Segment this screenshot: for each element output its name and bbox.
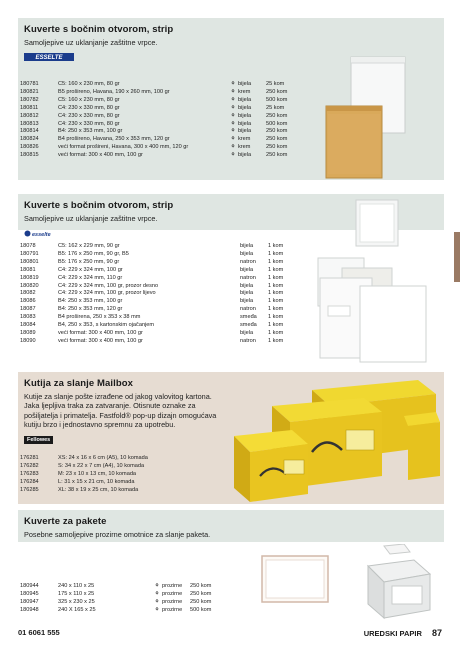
product-code: 180819 [20,274,39,281]
eco-leaf-icon: ⚘ [154,583,160,589]
section-title: Kuverte s bočnim otvorom, strip [24,24,174,35]
table-row [20,136,296,144]
eco-leaf-icon [230,314,240,322]
product-quantity: 250 kom [190,590,212,597]
product-table [20,455,238,495]
eco-leaf-icon: ⚘ [230,144,236,151]
product-quantity: 1 kom [268,282,284,289]
product-color: prozirne [162,606,183,613]
eco-leaf-icon: ⚘ [230,112,236,119]
eco-leaf-icon [230,275,240,283]
eco-leaf-icon: ⚘ [230,96,236,103]
table-row [20,152,296,160]
eco-leaf-icon: ⚘ [230,152,236,159]
table-row [20,487,238,495]
brand-logo-esselte [24,48,74,61]
table-row [20,330,298,338]
product-quantity: 250 kom [266,88,288,95]
product-color: bijela [240,250,254,257]
product-color: bijela [240,243,254,249]
eco-leaf-icon [230,338,240,346]
product-quantity: 250 kom [190,583,212,589]
product-color: bijela [240,329,254,336]
table-row [20,144,296,152]
eco-leaf-icon [230,306,240,314]
product-table [20,243,298,346]
mailbox-boxes-image [228,372,442,504]
product-color: bijela [238,96,252,103]
eco-leaf-icon: ⚘ [230,81,236,87]
product-code: 18082 [20,290,36,297]
envelope-group-image [300,194,444,364]
product-color: krem [238,144,251,151]
footer-right [364,628,442,638]
product-code: 18081 [20,266,36,273]
product-color: bijela [238,120,252,127]
table-row [20,283,298,291]
product-color: smeđa [240,322,257,329]
eco-leaf-icon: ⚘ [154,590,160,597]
table-row [20,463,238,471]
eco-leaf-icon [230,322,240,330]
eco-leaf-icon: ⚘ [230,136,236,143]
product-code: 180815 [20,152,39,159]
product-quantity: 250 kom [266,128,288,135]
table-row [20,338,298,346]
brand-name: ESSELTE [35,55,63,61]
table-row [20,591,220,599]
section-title: Kuverte s bočnim otvorom, strip [24,200,174,211]
product-description: 175 x 110 x 25 [58,590,95,597]
table-row [20,455,238,463]
table-row [20,121,296,129]
product-color: bijela [238,152,252,159]
product-code: 180811 [20,104,39,111]
eco-leaf-icon: ⚘ [154,606,160,613]
product-description: B5: 176 x 250 mm, 90 gr [58,258,120,265]
product-color: natron [240,337,256,344]
table-row [20,290,298,298]
product-color: prozirne [162,590,183,597]
brand-name: esselte [32,231,51,237]
page-number: 87 [431,628,442,638]
product-quantity: 500 kom [266,96,288,103]
section-title: Kutija za slanje Mailbox [24,378,134,389]
product-description: XL: 38 x 19 x 25 cm, 10 komada [58,486,139,493]
eco-leaf-icon [230,251,240,259]
product-code: 180821 [20,88,39,95]
product-quantity: 1 kom [268,243,284,249]
product-color: natron [240,306,256,313]
product-quantity: 25 kom [266,81,285,87]
eco-leaf-icon: ⚘ [230,88,236,95]
section-description: Kutije za slanje pošte izrađene od jakog valovitog kartona. Jaka ljepljiva traka za zatvaranje. Otisnute oznake za pošiljatelja i primatelja. Fastfold® pop-up dizajn omogućava kutiju brzo i jednostavno spremnu za upotrebu. [24,392,217,429]
product-code: 176284 [20,478,39,485]
table-row [20,471,238,479]
product-quantity: 250 kom [190,598,212,605]
product-quantity: 1 kom [268,306,284,313]
brand-logo-fellowes [24,436,53,444]
table-row [20,314,298,322]
table-row [20,97,296,105]
product-quantity: 1 kom [268,337,284,344]
product-code: 180945 [20,590,39,597]
product-code: 18090 [20,337,36,344]
product-color: krem [238,88,251,95]
eco-leaf-icon [230,330,240,338]
product-code: 180947 [20,598,39,605]
product-code: 180781 [20,81,39,87]
table-row [20,259,298,267]
product-quantity: 250 kom [266,136,288,143]
product-color: prozirne [162,598,183,605]
section-description: Posebne samoljepive prozirne omotnice za slanje paketa. [24,530,211,539]
kraft-envelope-image [324,104,384,180]
product-description: XS: 24 x 16 x 6 cm (A5), 10 komada [58,455,148,461]
product-description: C4: 230 x 330 mm, 80 gr [58,104,120,111]
eco-leaf-icon [230,267,240,275]
product-quantity: 1 kom [268,314,284,321]
product-description: C4: 229 x 324 mm, 100 gr, prozor lijevo [58,290,156,297]
product-description: C4: 230 x 330 mm, 80 gr [58,120,120,127]
product-code: 180944 [20,583,39,589]
product-quantity: 1 kom [268,322,284,329]
section-description: Samoljepive uz uklanjanje zaštitne vrpce. [24,214,158,223]
product-description: C5: 162 x 229 mm, 90 gr [58,243,120,249]
product-description: B5 prošireno, Havana, 190 x 260 mm, 100 gr [58,88,170,95]
product-color: prozirne [162,583,183,589]
table-row [20,89,296,97]
product-description: S: 34 x 22 x 7 cm (A4), 10 komada [58,462,145,469]
product-description: veći format: 300 x 400 mm, 100 gr [58,152,143,159]
product-code: 176285 [20,486,39,493]
product-description: C5: 160 x 230 mm, 80 gr [58,96,120,103]
table-row [20,105,296,113]
product-description: L: 31 x 15 x 21 cm, 10 komada [58,478,135,485]
product-table [20,81,296,160]
product-code: 180782 [20,96,39,103]
product-color: bijela [238,104,252,111]
table-row [20,251,298,259]
product-quantity: 1 kom [268,266,284,273]
product-code: 18078 [20,243,36,249]
section-envelopes-strip-esselte [18,18,444,180]
table-row [20,607,220,615]
product-quantity: 1 kom [268,298,284,305]
product-code: 180948 [20,606,39,613]
product-color: bijela [240,298,254,305]
product-description: B4, 250 x 353, s kartonskim ojačanjem [58,322,155,329]
product-code: 180824 [20,136,39,143]
product-code: 180814 [20,128,39,135]
product-quantity: 25 kom [266,104,285,111]
product-description: 325 x 230 x 25 [58,598,95,605]
product-description: B4: 250 x 353 mm, 120 gr [58,306,123,313]
eco-leaf-icon: ⚘ [230,104,236,111]
product-quantity: 1 kom [268,329,284,336]
section-envelopes-strip-esselte-single [18,194,444,364]
table-row [20,128,296,136]
product-description: C5: 160 x 230 mm, 80 gr [58,81,120,87]
product-quantity: 250 kom [266,144,288,151]
product-color: krem [238,136,251,143]
product-code: 176281 [20,455,39,461]
product-color: bijela [240,290,254,297]
eco-leaf-icon: ⚘ [230,120,236,127]
product-description: C4: 229 x 324 mm, 100 gr, prozor desno [58,282,159,289]
product-code: 18083 [20,314,36,321]
product-color: natron [240,274,256,281]
product-quantity: 1 kom [268,258,284,265]
product-code: 18087 [20,306,36,313]
product-quantity: 1 kom [268,250,284,257]
clear-package-envelope-image [254,544,442,624]
product-code: 180826 [20,144,39,151]
product-quantity: 500 kom [190,606,212,613]
product-quantity: 250 kom [266,152,288,159]
product-code: 18086 [20,298,36,305]
product-color: bijela [240,282,254,289]
product-description: veći format: 300 x 400 mm, 100 gr [58,337,143,344]
product-code: 180820 [20,282,39,289]
section-description: Samoljepive uz uklanjanje zaštitne vrpce. [24,38,158,47]
product-code: 180791 [20,250,39,257]
eco-leaf-icon [230,298,240,306]
product-description: C4: 229 x 324 mm, 100 gr [58,266,123,273]
page-footer [18,628,442,640]
product-description: veći format prošireni, Havana, 300 x 400 mm, 120 gr [58,144,189,151]
eco-leaf-icon [230,259,240,267]
product-color: bijela [240,266,254,273]
table-row [20,275,298,283]
eco-leaf-icon: ⚘ [230,128,236,135]
product-code: 18084 [20,322,36,329]
product-code: 180813 [20,120,39,127]
product-code: 180812 [20,112,39,119]
product-code: 180801 [20,258,39,265]
product-description: B4 proširena, 250 x 353 x 38 mm [58,314,141,321]
brand-name: Fellowes [27,437,51,443]
table-row [20,113,296,121]
section-title: Kuverte za pakete [24,516,107,527]
product-table [20,583,220,615]
product-code: 18089 [20,329,36,336]
product-description: 240 X 165 x 25 [58,606,96,613]
product-color: bijela [238,112,252,119]
product-code: 176282 [20,462,39,469]
section-package-envelopes [18,510,444,624]
product-description: C4: 230 x 330 mm, 80 gr [58,112,120,119]
eco-leaf-icon [230,283,240,291]
product-code: 176283 [20,470,39,477]
product-quantity: 250 kom [266,112,288,119]
table-row [20,298,298,306]
product-quantity: 500 kom [266,120,288,127]
footer-phone: 01 6061 555 [18,628,60,637]
table-row [20,306,298,314]
eco-leaf-icon: ⚘ [154,598,160,605]
eco-leaf-icon [230,243,240,251]
table-row [20,479,238,487]
product-description: B4: 250 x 353 mm, 100 gr [58,298,123,305]
product-description: B4 prošireno, Havana, 250 x 353 mm, 120 gr [58,136,170,143]
product-description: M: 23 x 10 x 13 cm, 10 komada [58,470,137,477]
section-mailbox [18,372,444,504]
product-color: natron [240,258,256,265]
product-quantity: 1 kom [268,274,284,281]
brand-logo-esselte-small [24,224,64,237]
product-color: bijela [238,128,252,135]
product-quantity: 1 kom [268,290,284,297]
product-color: smeđa [240,314,257,321]
chapter-side-tab [454,232,460,282]
product-description: 240 x 110 x 25 [58,583,95,589]
product-color: bijela [238,81,252,87]
product-description: C4: 229 x 324 mm, 110 gr [58,274,123,281]
table-row [20,267,298,275]
table-row [20,599,220,607]
product-description: B4: 250 x 353 mm, 100 gr [58,128,123,135]
footer-category: UREDSKI PAPIR [363,629,422,638]
eco-leaf-icon [230,290,240,298]
table-row [20,81,296,89]
table-row [20,322,298,330]
table-row [20,243,298,251]
product-description: B5: 176 x 250 mm, 90 gr, B5 [58,250,129,257]
product-description: veći format: 300 x 400 mm, 100 gr [58,329,143,336]
table-row [20,583,220,591]
